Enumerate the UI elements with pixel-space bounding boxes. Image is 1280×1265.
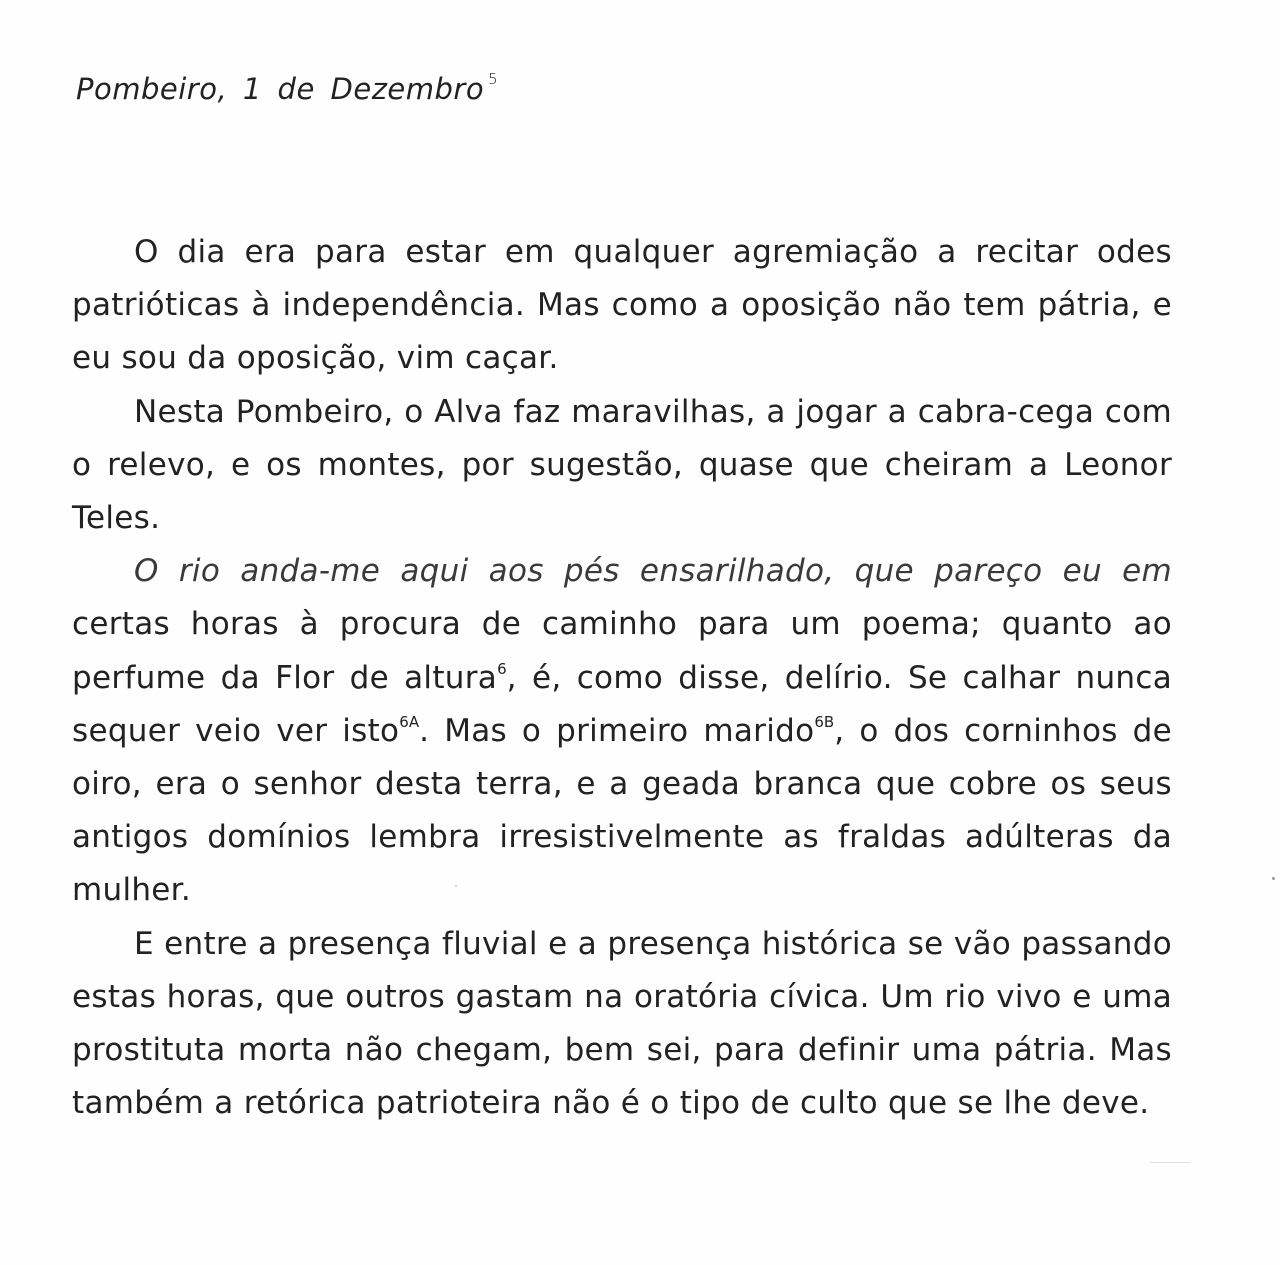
paragraph-3-segment-1: certas horas à procura de caminho para um poema; quanto ao perfume da Flor de altura — [72, 606, 1172, 696]
paragraph-3 — [72, 545, 1172, 917]
footnote-marker-6b: 6B — [814, 712, 835, 731]
heading-text: Pombeiro, 1 de Dezembro — [76, 72, 485, 106]
paragraph-3-segment-3: . Mas o primeiro marido — [419, 712, 815, 749]
paragraph-3-first-line: O rio anda-me aqui aos pés ensarilhado, que pareço eu em — [134, 553, 1172, 590]
scan-speck — [1272, 877, 1275, 880]
body-text — [72, 226, 1172, 1130]
footnote-marker-6: 6 — [497, 659, 507, 678]
page-heading — [76, 70, 498, 106]
paragraph-3-segment-4: , o dos corninhos de oiro, era o senhor desta terra, e a geada branca que cobre os seus antigos domínios lembra irresistivelmente as fraldas adúlteras da mulher. — [72, 712, 1172, 909]
heading-footnote-marker: 5 — [488, 70, 498, 88]
paragraph-3-segment-2: , é, como disse, delírio. Se calhar nunca sequer veio ver isto — [72, 659, 1173, 749]
scan-speck — [455, 885, 457, 887]
paragraph-2: Nesta Pombeiro, o Alva faz maravilhas, a jogar a cabra-cega com o relevo, e os montes, por sugestão, quase que cheiram a Leonor Teles. — [72, 393, 1172, 537]
footnote-marker-6a: 6A — [399, 712, 420, 731]
paragraph-4: E entre a presença fluvial e a presença histórica se vão passando estas horas, que outros gastam na oratória cívica. Um rio vivo e uma prostituta morta não chegam, bem sei, para definir uma pátria. Mas também a retórica patrioteira não é o tipo de culto que se lhe deve. — [72, 925, 1172, 1122]
scan-speck — [1150, 1162, 1190, 1163]
paragraph-1: O dia era para estar em qualquer agremiação a recitar odes patrióticas à independência. Mas como a oposição não tem pátria, e eu sou da oposição, vim caçar. — [72, 234, 1172, 377]
